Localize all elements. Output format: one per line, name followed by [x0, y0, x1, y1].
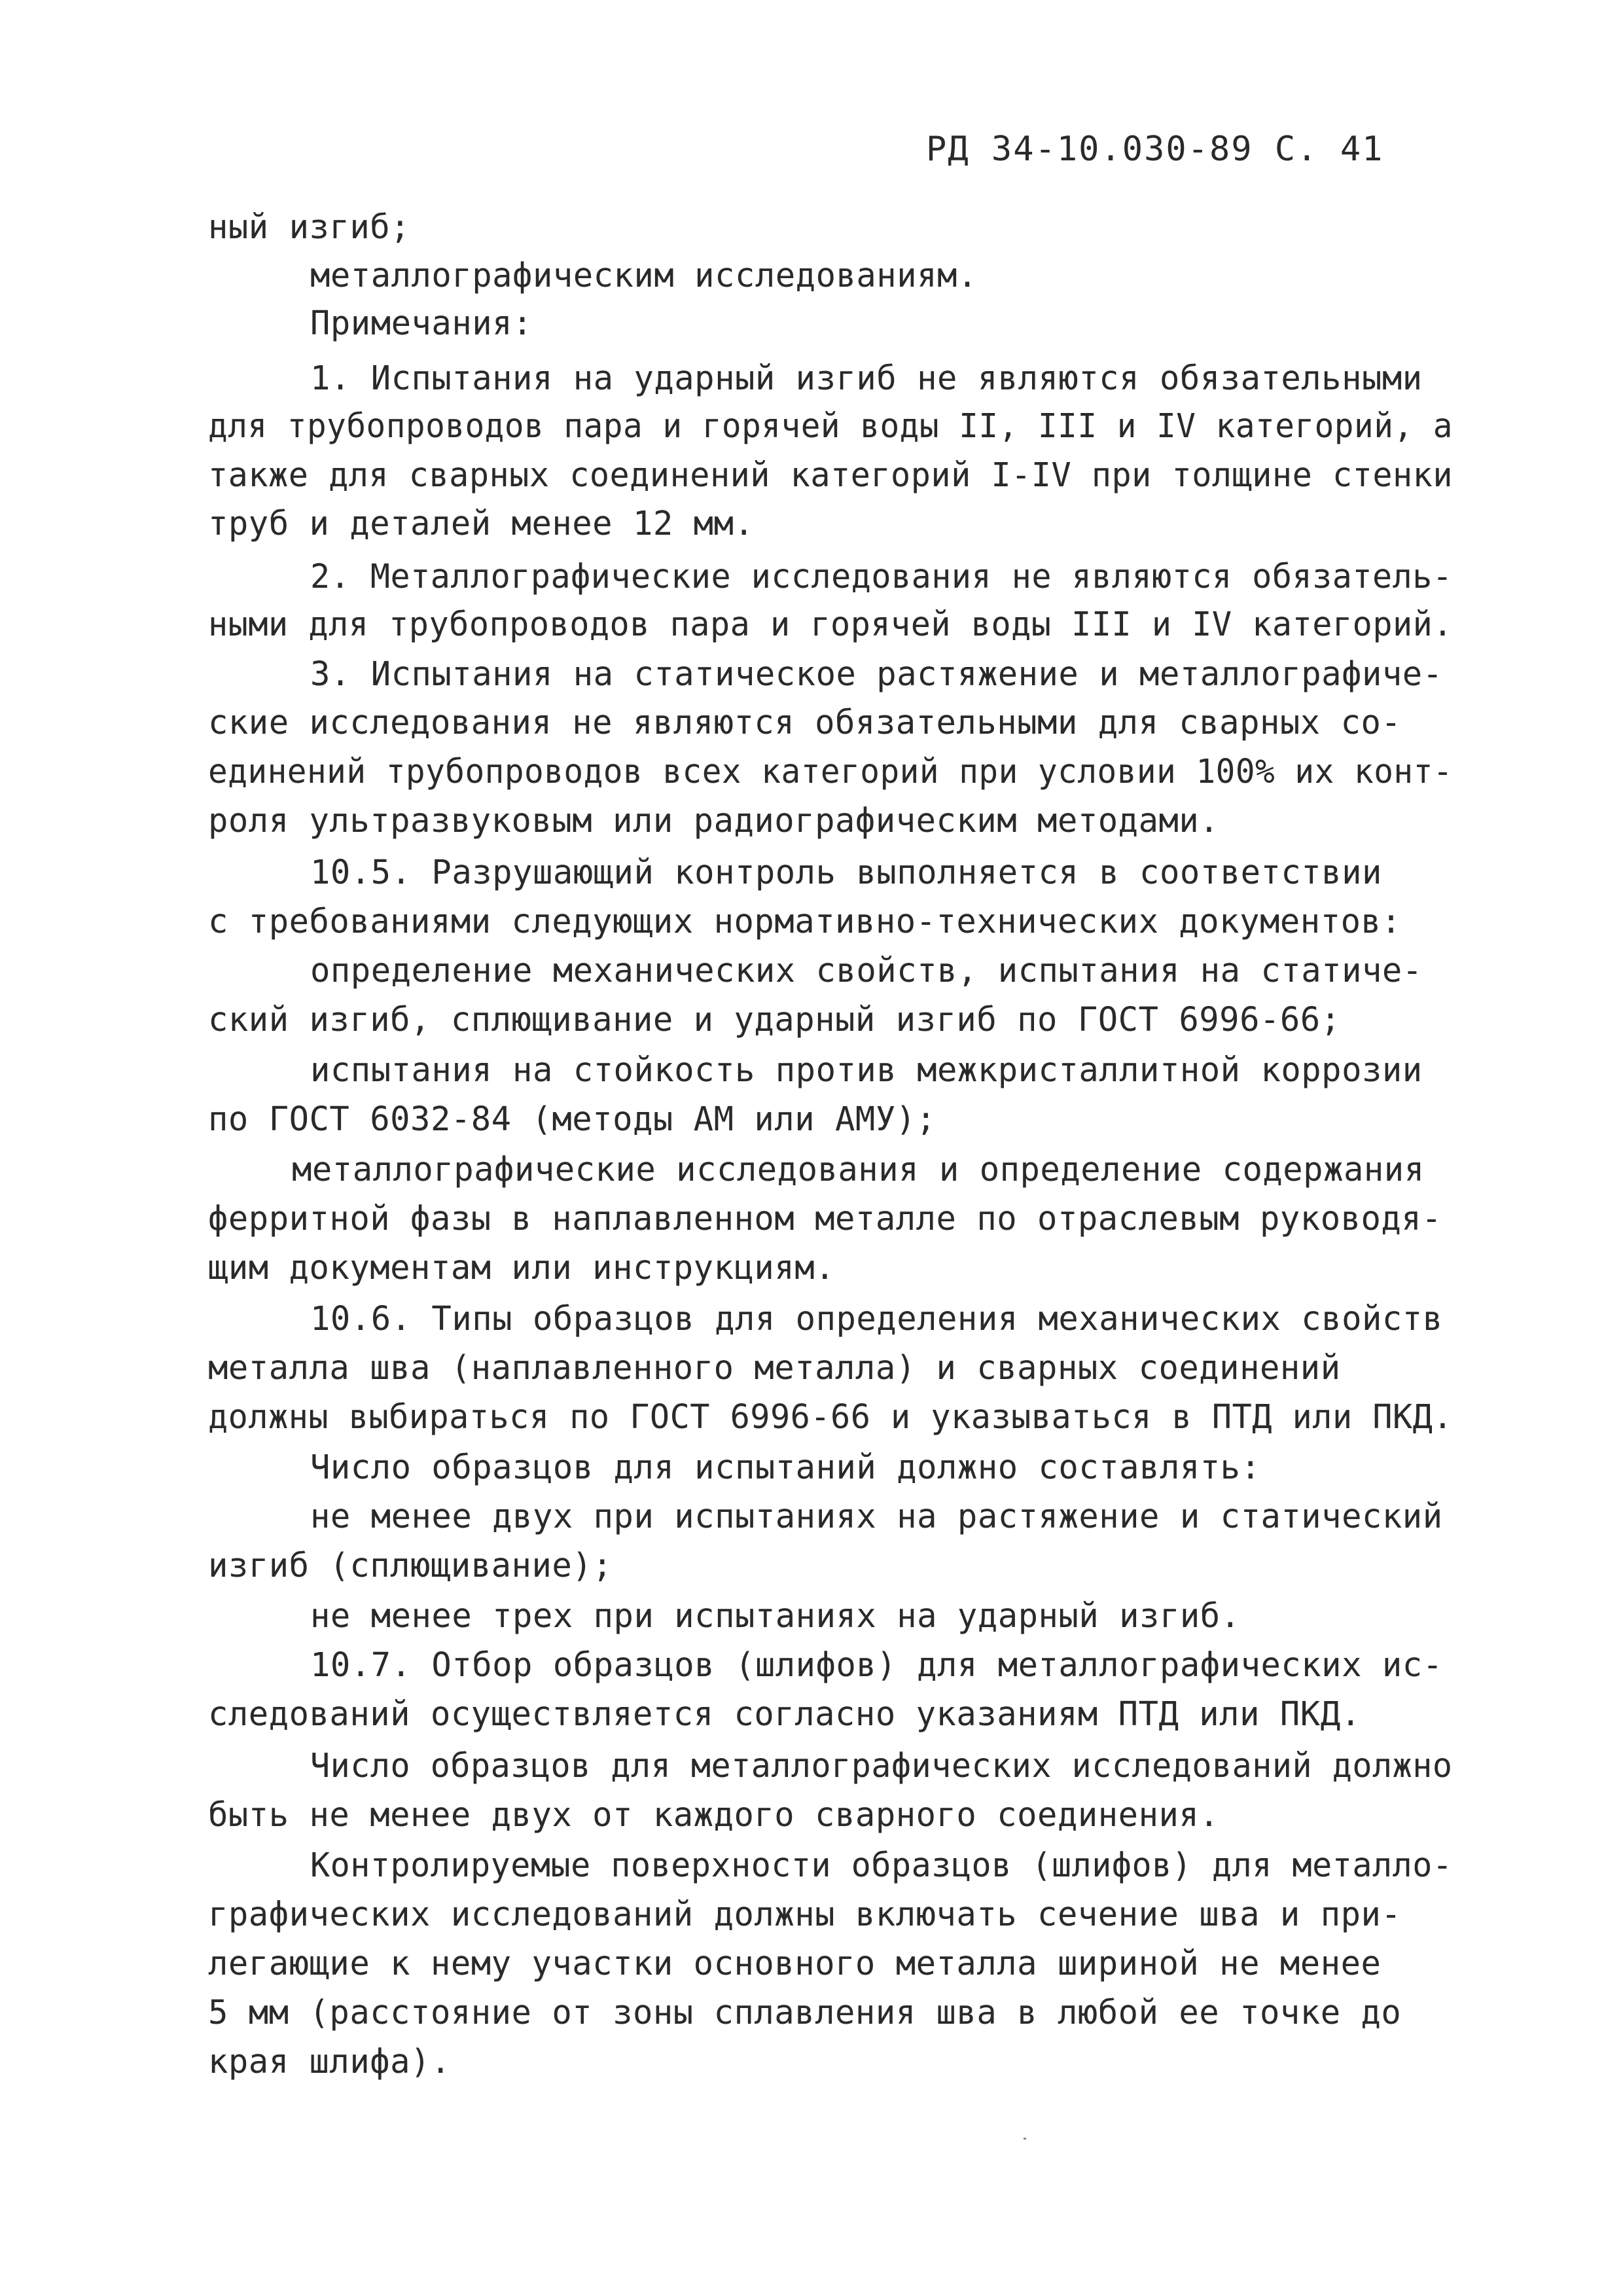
text-line: 10.5. Разрушающий контроль выполняется в соответствии	[310, 853, 1382, 891]
text-line: должны выбираться по ГОСТ 6996-66 и указываться в ПТД или ПКД.	[208, 1397, 1454, 1436]
text-line: не менее двух при испытаниях на растяжение и статический	[310, 1497, 1443, 1535]
text-line: Число образцов для металлографических исследований должно	[310, 1746, 1453, 1785]
text-line: определение механических свойств, испытания на статиче-	[310, 951, 1423, 990]
text-line: 10.6. Типы образцов для определения механических свойств	[310, 1299, 1443, 1338]
text-line: ские исследования не являются обязательными для сварных со-	[208, 703, 1402, 742]
text-line: щим документам или инструкциям.	[208, 1248, 836, 1287]
text-line: 1. Испытания на ударный изгиб не являются обязательными	[310, 359, 1423, 397]
page-header: РД 34-10.030-89 С. 41	[926, 130, 1384, 169]
text-line: роля ультразвуковым или радиографическим методами.	[208, 801, 1220, 840]
scan-speck	[1024, 2138, 1026, 2140]
text-line: ными для трубопроводов пара и горячей воды III и IV категорий.	[208, 605, 1454, 643]
text-line: быть не менее двух от каждого сварного соединения.	[208, 1795, 1220, 1834]
text-line: 3. Испытания на статическое растяжение и металлографиче-	[310, 655, 1443, 693]
text-line: 10.7. Отбор образцов (шлифов) для металлографических ис-	[310, 1645, 1443, 1684]
text-line: также для сварных соединений категорий I-IV при толщине стенки	[208, 456, 1454, 494]
text-line: металлографическим исследованиям.	[310, 256, 978, 295]
text-line: для трубопроводов пара и горячей воды II, III и IV категорий, а	[208, 406, 1453, 445]
text-line: металла шва (наплавленного металла) и сварных соединений	[208, 1348, 1341, 1387]
text-line: ферритной фазы в наплавленном металле по отраслевым руководя-	[208, 1199, 1442, 1238]
text-line: с требованиями следующих нормативно-технических документов:	[208, 902, 1402, 941]
text-line: испытания на стойкость против межкристаллитной коррозии	[310, 1050, 1423, 1089]
text-line: края шлифа).	[208, 2042, 451, 2081]
text-line: легающие к нему участки основного металла шириной не менее	[208, 1944, 1382, 1982]
text-line: ный изгиб;	[208, 207, 411, 246]
text-line: 2. Металлографические исследования не являются обязатель-	[310, 557, 1453, 596]
text-line: труб и деталей менее 12 мм.	[208, 504, 755, 543]
text-line: 5 мм (расстояние от зоны сплавления шва в любой ее точке до	[208, 1993, 1402, 2032]
text-line: по ГОСТ 6032-84 (методы АМ или АМУ);	[208, 1100, 936, 1138]
text-line: не менее трех при испытаниях на ударный изгиб.	[310, 1596, 1241, 1635]
text-line: Контролируемые поверхности образцов (шлифов) для металло-	[310, 1846, 1453, 1884]
text-line: металлографические исследования и определение содержания	[292, 1150, 1425, 1189]
text-line: изгиб (сплющивание);	[208, 1546, 613, 1585]
text-line: Примечания:	[310, 304, 533, 342]
text-line: графических исследований должны включать сечение шва и при-	[208, 1895, 1402, 1933]
text-line: единений трубопроводов всех категорий при условии 100% их конт-	[208, 752, 1453, 791]
text-line: Число образцов для испытаний должно составлять:	[310, 1448, 1261, 1486]
text-line: следований осуществляется согласно указаниям ПТД или ПКД.	[208, 1695, 1361, 1733]
text-line: ский изгиб, сплющивание и ударный изгиб по ГОСТ 6996-66;	[208, 1000, 1341, 1039]
